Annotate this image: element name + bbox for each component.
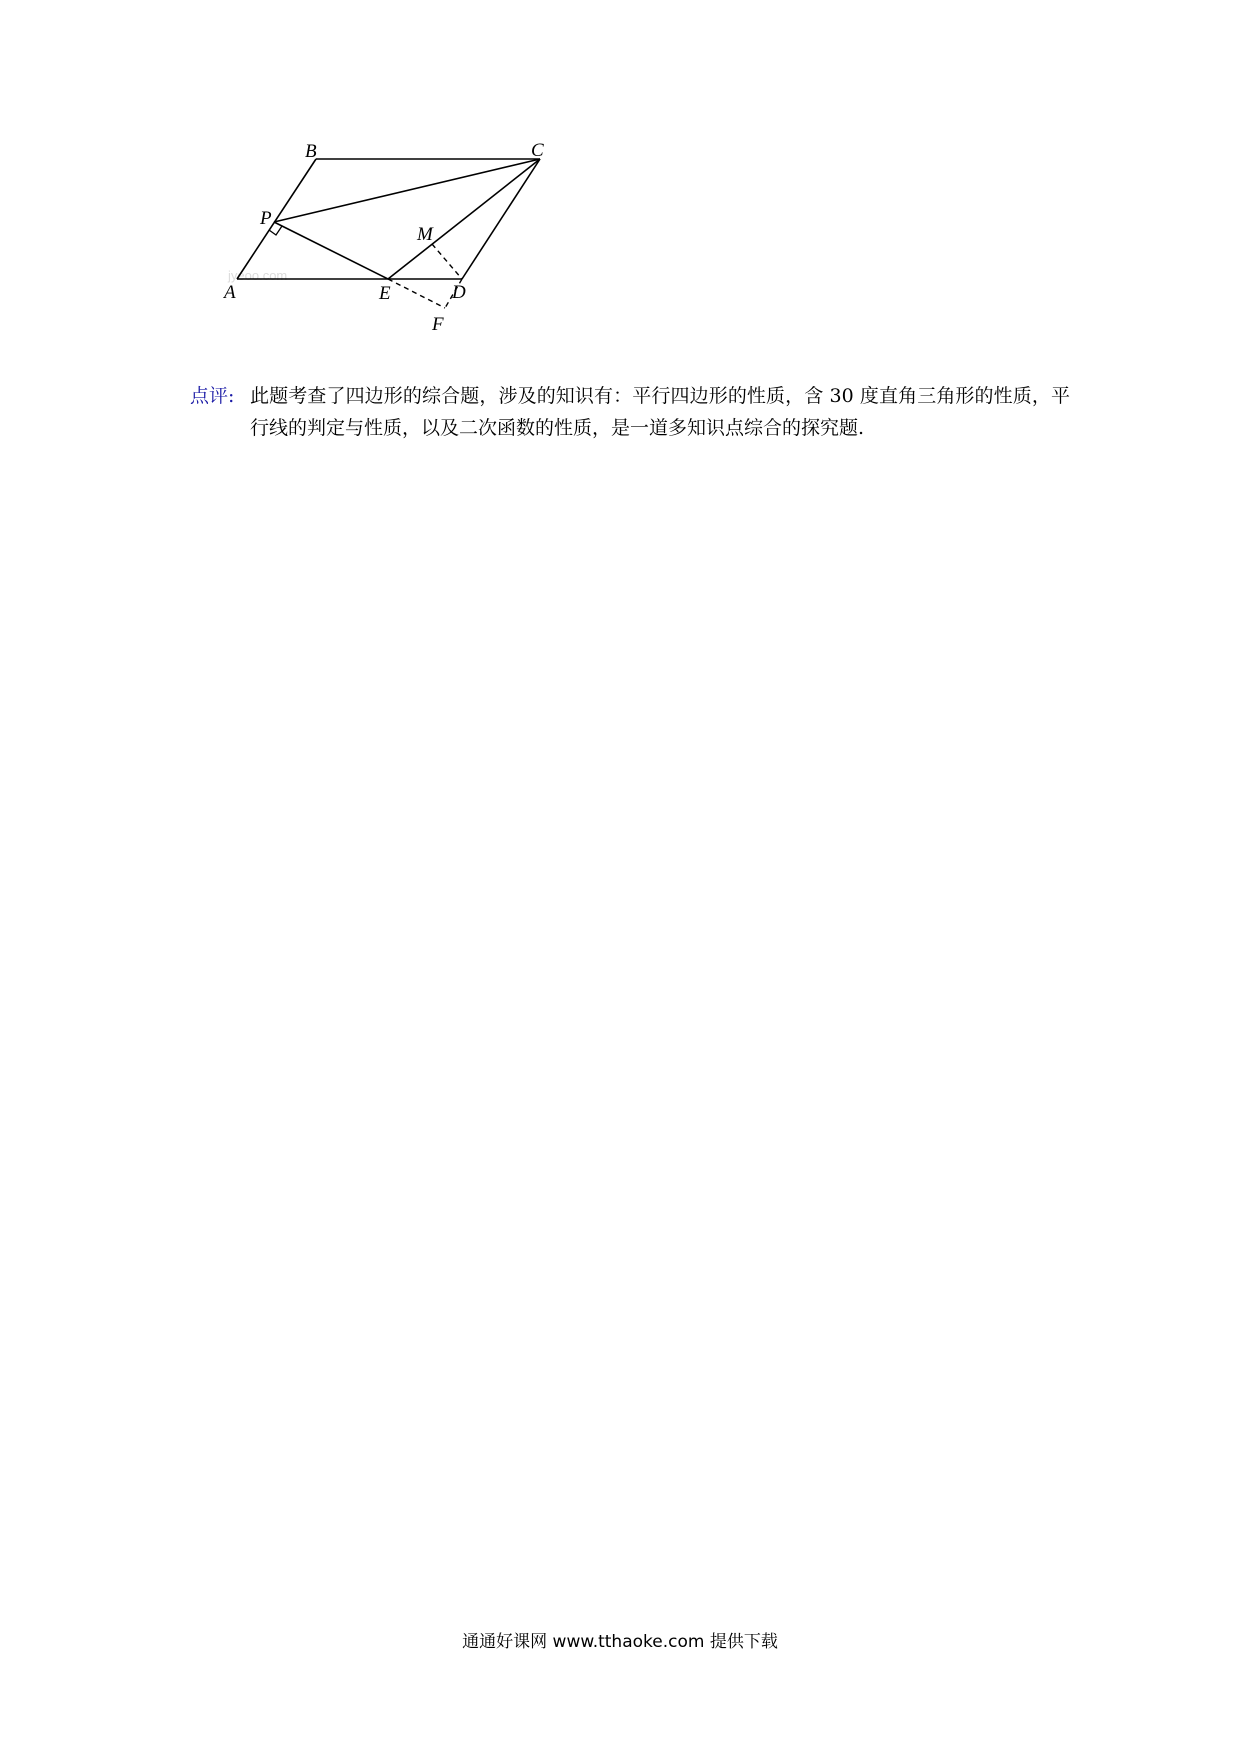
comment-label: 点评: xyxy=(190,385,235,407)
segment-EF-dashed xyxy=(388,279,445,308)
point-label-E: E xyxy=(379,283,391,304)
point-label-A: A xyxy=(224,282,236,303)
segment-MD-dashed xyxy=(432,244,462,279)
comment-section xyxy=(190,380,1070,444)
geometry-figure xyxy=(224,140,640,375)
point-label-P: P xyxy=(260,208,272,229)
comment-text: 此题考查了四边形的综合题，涉及的知识有：平行四边形的性质，含 30 度直角三角形的性质，平行线的判定与性质，以及二次函数的性质，是一道多知识点综合的探究题. xyxy=(250,385,1070,439)
point-label-C: C xyxy=(531,140,544,161)
comment-row xyxy=(190,380,1070,444)
parallelogram-diagram xyxy=(224,140,640,375)
point-label-F: F xyxy=(432,314,444,335)
segment-AB xyxy=(237,159,316,279)
segment-PE xyxy=(274,222,388,279)
figure-watermark: jyeoo.com xyxy=(228,268,288,283)
point-label-D: D xyxy=(452,282,466,303)
segment-CD xyxy=(462,159,540,279)
point-label-M: M xyxy=(417,224,433,245)
page-footer: 通通好课网 www.tthaoke.com 提供下载 xyxy=(462,1632,778,1652)
point-label-B: B xyxy=(305,141,317,162)
